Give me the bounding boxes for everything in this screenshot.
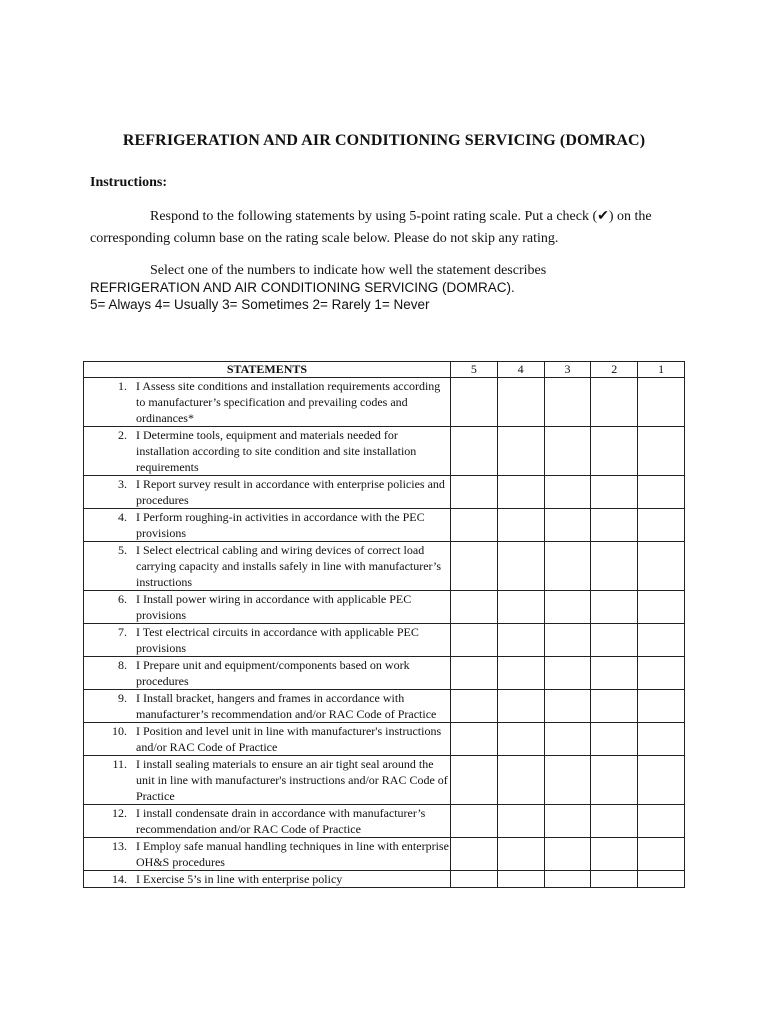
rating-cell-2[interactable] bbox=[591, 476, 638, 509]
table-row bbox=[84, 509, 685, 542]
rating-cell-1[interactable] bbox=[638, 378, 685, 427]
statement-cell bbox=[84, 624, 451, 657]
instructions-label: Instructions: bbox=[90, 175, 168, 190]
statement-text: I Employ safe manual handling techniques in line with enterprise OH&S procedures bbox=[136, 839, 449, 869]
table-row bbox=[84, 657, 685, 690]
statement-number: 12. bbox=[112, 806, 127, 820]
statement-cell bbox=[84, 871, 451, 888]
statement-text: I Determine tools, equipment and materials needed for installation according to site condition and site installation requirements bbox=[136, 428, 417, 474]
table-row bbox=[84, 838, 685, 871]
rating-cell-3[interactable] bbox=[544, 378, 591, 427]
rating-cell-2[interactable] bbox=[591, 838, 638, 871]
scale-intro-line: Select one of the numbers to indicate how well the statement describes bbox=[150, 263, 547, 278]
statement-number: 9. bbox=[118, 691, 127, 705]
rating-cell-3[interactable] bbox=[544, 476, 591, 509]
rating-cell-4[interactable] bbox=[497, 756, 544, 805]
rating-cell-4[interactable] bbox=[497, 871, 544, 888]
statement-text: I Select electrical cabling and wiring devices of correct load carrying capacity and installs safely in line with manufacturer’s instructions bbox=[136, 543, 442, 589]
rating-cell-3[interactable] bbox=[544, 591, 591, 624]
statement-text: I install sealing materials to ensure an air tight seal around the unit in line with manufacturer's instructions and/or RAC Code of Practice bbox=[136, 757, 448, 803]
statement-cell bbox=[84, 509, 451, 542]
rating-cell-1[interactable] bbox=[638, 542, 685, 591]
statement-text: I Assess site conditions and installation requirements according to manufacturer’s specification and prevailing codes and ordinances* bbox=[136, 379, 441, 425]
rating-cell-5[interactable] bbox=[450, 427, 497, 476]
rating-cell-1[interactable] bbox=[638, 723, 685, 756]
rating-cell-3[interactable] bbox=[544, 509, 591, 542]
statement-cell bbox=[84, 756, 451, 805]
rating-cell-5[interactable] bbox=[450, 509, 497, 542]
table-row bbox=[84, 624, 685, 657]
statement-number: 3. bbox=[118, 477, 127, 491]
table-row bbox=[84, 542, 685, 591]
rating-cell-3[interactable] bbox=[544, 624, 591, 657]
rating-cell-5[interactable] bbox=[450, 690, 497, 723]
rating-cell-1[interactable] bbox=[638, 591, 685, 624]
rating-cell-5[interactable] bbox=[450, 378, 497, 427]
rating-cell-3[interactable] bbox=[544, 723, 591, 756]
rating-cell-5[interactable] bbox=[450, 657, 497, 690]
scale-subject-line: REFRIGERATION AND AIR CONDITIONING SERVICING (DOMRAC). bbox=[90, 280, 515, 295]
rating-cell-4[interactable] bbox=[497, 427, 544, 476]
scale-description bbox=[90, 262, 690, 313]
rating-cell-1[interactable] bbox=[638, 756, 685, 805]
header-statements: STATEMENTS bbox=[84, 362, 451, 378]
rating-cell-3[interactable] bbox=[544, 657, 591, 690]
statement-text: I Position and level unit in line with manufacturer's instructions and/or RAC Code of Practice bbox=[136, 724, 442, 754]
rating-table bbox=[83, 361, 685, 888]
statement-number: 7. bbox=[118, 625, 127, 639]
rating-cell-1[interactable] bbox=[638, 838, 685, 871]
rating-cell-3[interactable] bbox=[544, 871, 591, 888]
rating-cell-2[interactable] bbox=[591, 805, 638, 838]
rating-cell-4[interactable] bbox=[497, 378, 544, 427]
statement-cell bbox=[84, 591, 451, 624]
rating-cell-2[interactable] bbox=[591, 427, 638, 476]
table-header-row bbox=[84, 362, 685, 378]
table-row bbox=[84, 723, 685, 756]
statement-text: I Test electrical circuits in accordance with applicable PEC provisions bbox=[136, 625, 419, 655]
statement-cell bbox=[84, 805, 451, 838]
rating-cell-2[interactable] bbox=[591, 542, 638, 591]
table-row bbox=[84, 427, 685, 476]
header-rating-3: 3 bbox=[544, 362, 591, 378]
rating-cell-4[interactable] bbox=[497, 509, 544, 542]
rating-cell-4[interactable] bbox=[497, 657, 544, 690]
statement-text: I install condensate drain in accordance with manufacturer’s recommendation and/or RAC Code of Practice bbox=[136, 806, 426, 836]
rating-cell-3[interactable] bbox=[544, 805, 591, 838]
rating-cell-5[interactable] bbox=[450, 542, 497, 591]
header-rating-5: 5 bbox=[450, 362, 497, 378]
rating-cell-2[interactable] bbox=[591, 509, 638, 542]
statement-cell bbox=[84, 657, 451, 690]
header-rating-1: 1 bbox=[638, 362, 685, 378]
rating-cell-4[interactable] bbox=[497, 476, 544, 509]
statement-number: 6. bbox=[118, 592, 127, 606]
table-row bbox=[84, 378, 685, 427]
statement-number: 4. bbox=[118, 510, 127, 524]
rating-cell-5[interactable] bbox=[450, 723, 497, 756]
rating-cell-5[interactable] bbox=[450, 871, 497, 888]
statement-text: I Perform roughing-in activities in accordance with the PEC provisions bbox=[136, 510, 425, 540]
rating-cell-1[interactable] bbox=[638, 624, 685, 657]
rating-cell-5[interactable] bbox=[450, 805, 497, 838]
statement-number: 5. bbox=[118, 543, 127, 557]
table-row bbox=[84, 805, 685, 838]
rating-cell-4[interactable] bbox=[497, 690, 544, 723]
rating-cell-4[interactable] bbox=[497, 542, 544, 591]
rating-cell-4[interactable] bbox=[497, 624, 544, 657]
rating-cell-1[interactable] bbox=[638, 657, 685, 690]
statement-number: 11. bbox=[112, 757, 127, 771]
rating-cell-5[interactable] bbox=[450, 838, 497, 871]
rating-cell-3[interactable] bbox=[544, 427, 591, 476]
rating-cell-5[interactable] bbox=[450, 756, 497, 805]
rating-cell-2[interactable] bbox=[591, 624, 638, 657]
statement-text: I Install bracket, hangers and frames in accordance with manufacturer’s recommendation and/or RAC Code of Practice bbox=[136, 691, 437, 721]
rating-cell-1[interactable] bbox=[638, 509, 685, 542]
rating-cell-3[interactable] bbox=[544, 690, 591, 723]
rating-cell-2[interactable] bbox=[591, 657, 638, 690]
rating-cell-3[interactable] bbox=[544, 756, 591, 805]
rating-cell-2[interactable] bbox=[591, 871, 638, 888]
statement-cell bbox=[84, 378, 451, 427]
rating-cell-1[interactable] bbox=[638, 427, 685, 476]
table-row bbox=[84, 690, 685, 723]
statement-cell bbox=[84, 690, 451, 723]
rating-cell-4[interactable] bbox=[497, 723, 544, 756]
table-row bbox=[84, 756, 685, 805]
rating-cell-2[interactable] bbox=[591, 723, 638, 756]
statement-cell bbox=[84, 838, 451, 871]
rating-cell-2[interactable] bbox=[591, 378, 638, 427]
rating-cell-4[interactable] bbox=[497, 838, 544, 871]
rating-cell-1[interactable] bbox=[638, 690, 685, 723]
header-rating-4: 4 bbox=[497, 362, 544, 378]
statement-number: 1. bbox=[118, 379, 127, 393]
rating-cell-4[interactable] bbox=[497, 591, 544, 624]
rating-cell-1[interactable] bbox=[638, 805, 685, 838]
rating-cell-5[interactable] bbox=[450, 624, 497, 657]
statement-text: I Exercise 5’s in line with enterprise policy bbox=[136, 872, 343, 886]
statement-cell bbox=[84, 542, 451, 591]
rating-cell-5[interactable] bbox=[450, 476, 497, 509]
statement-number: 2. bbox=[118, 428, 127, 442]
document-title: REFRIGERATION AND AIR CONDITIONING SERVICING (DOMRAC) bbox=[122, 132, 646, 149]
instructions-paragraph: Respond to the following statements by using 5-point rating scale. Put a check (✔) on the corresponding column base on the rating scale below. Please do not skip any rating. bbox=[90, 209, 652, 246]
statement-text: I Report survey result in accordance with enterprise policies and procedures bbox=[136, 477, 445, 507]
statement-cell bbox=[84, 723, 451, 756]
rating-cell-1[interactable] bbox=[638, 476, 685, 509]
statement-text: I Prepare unit and equipment/components based on work procedures bbox=[136, 658, 410, 688]
statement-number: 8. bbox=[118, 658, 127, 672]
statement-number: 10. bbox=[112, 724, 127, 738]
statement-cell bbox=[84, 427, 451, 476]
table-row bbox=[84, 871, 685, 888]
scale-legend: 5= Always 4= Usually 3= Sometimes 2= Rarely 1= Never bbox=[90, 297, 430, 312]
rating-cell-3[interactable] bbox=[544, 542, 591, 591]
statement-number: 13. bbox=[112, 839, 127, 853]
rating-cell-2[interactable] bbox=[591, 756, 638, 805]
rating-cell-5[interactable] bbox=[450, 591, 497, 624]
table-row bbox=[84, 476, 685, 509]
header-rating-2: 2 bbox=[591, 362, 638, 378]
rating-cell-3[interactable] bbox=[544, 838, 591, 871]
statement-cell bbox=[84, 476, 451, 509]
rating-cell-1[interactable] bbox=[638, 871, 685, 888]
statement-text: I Install power wiring in accordance with applicable PEC provisions bbox=[136, 592, 412, 622]
rating-cell-4[interactable] bbox=[497, 805, 544, 838]
rating-cell-2[interactable] bbox=[591, 591, 638, 624]
statement-number: 14. bbox=[112, 872, 127, 886]
rating-cell-2[interactable] bbox=[591, 690, 638, 723]
table-row bbox=[84, 591, 685, 624]
